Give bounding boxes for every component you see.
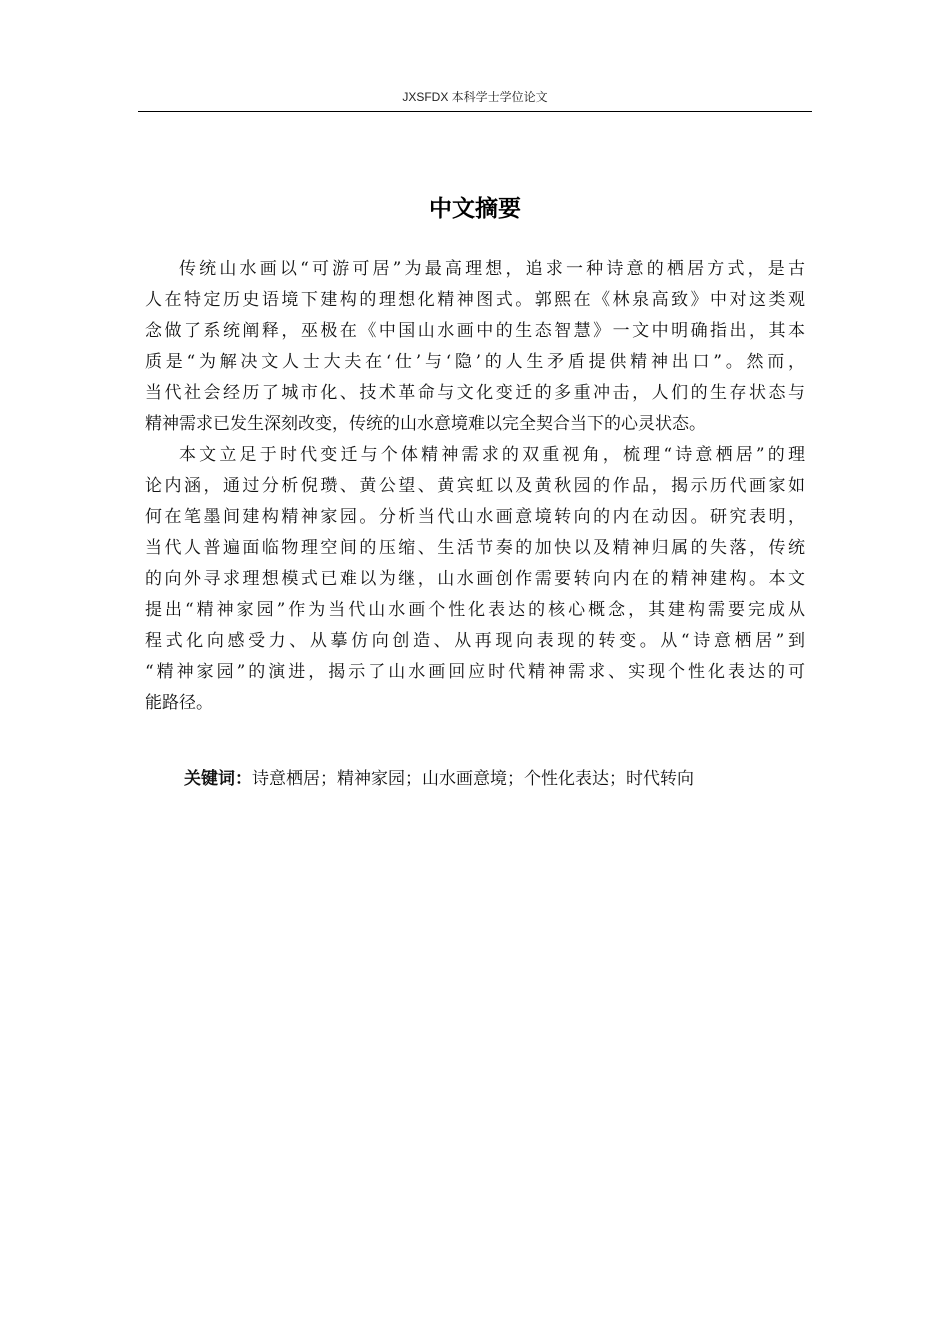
paragraph-line: 当代人普遍面临物理空间的压缩、生活节奏的加快以及精神归属的失落，传统: [145, 538, 805, 558]
keywords-label: 关键词：: [184, 769, 252, 789]
keywords-value: 诗意栖居；精神家园；山水画意境；个性化表达；时代转向: [252, 769, 694, 789]
paragraph-line: 程式化向感受力、从摹仿向创造、从再现向表现的转变。从“诗意栖居”到: [145, 631, 805, 651]
paragraph-line: 本文立足于时代变迁与个体精神需求的双重视角，梳理“诗意栖居”的理: [179, 445, 805, 465]
header-rule: [138, 111, 812, 112]
paragraph-line: 当代社会经历了城市化、技术革命与文化变迁的多重冲击，人们的生存状态与: [145, 383, 805, 403]
abstract-title: 中文摘要: [429, 196, 521, 222]
abstract-body: [145, 254, 805, 719]
abstract-paragraph-2: [145, 440, 805, 719]
paragraph-line: 传统山水画以“可游可居”为最高理想，追求一种诗意的栖居方式，是古: [179, 259, 805, 279]
paragraph-line: 的向外寻求理想模式已难以为继，山水画创作需要转向内在的精神建构。本文: [145, 569, 805, 589]
paragraph-line: 能路径。: [145, 693, 213, 713]
paragraph-line: 论内涵，通过分析倪瓒、黄公望、黄宾虹以及黄秋园的作品，揭示历代画家如: [145, 476, 805, 496]
paragraph-line: 提出“精神家园”作为当代山水画个性化表达的核心概念，其建构需要完成从: [145, 600, 805, 620]
paragraph-line: 念做了系统阐释，巫极在《中国山水画中的生态智慧》一文中明确指出，其本: [145, 321, 805, 341]
paragraph-line: “精神家园”的演进，揭示了山水画回应时代精神需求、实现个性化表达的可: [145, 662, 805, 682]
paragraph-line: 精神需求已发生深刻改变，传统的山水意境难以完全契合当下的心灵状态。: [145, 414, 706, 434]
running-header: JXSFDX 本科学士学位论文: [402, 90, 548, 104]
paragraph-line: 人在特定历史语境下建构的理想化精神图式。郭熙在《林泉高致》中对这类观: [145, 290, 805, 310]
keywords-line: [184, 764, 824, 795]
paragraph-line: 质是“为解决文人士大夫在‘仕’与‘隐’的人生矛盾提供精神出口”。然而，: [145, 352, 805, 372]
paragraph-line: 何在笔墨间建构精神家园。分析当代山水画意境转向的内在动因。研究表明，: [145, 507, 805, 527]
abstract-paragraph-1: [145, 254, 805, 440]
